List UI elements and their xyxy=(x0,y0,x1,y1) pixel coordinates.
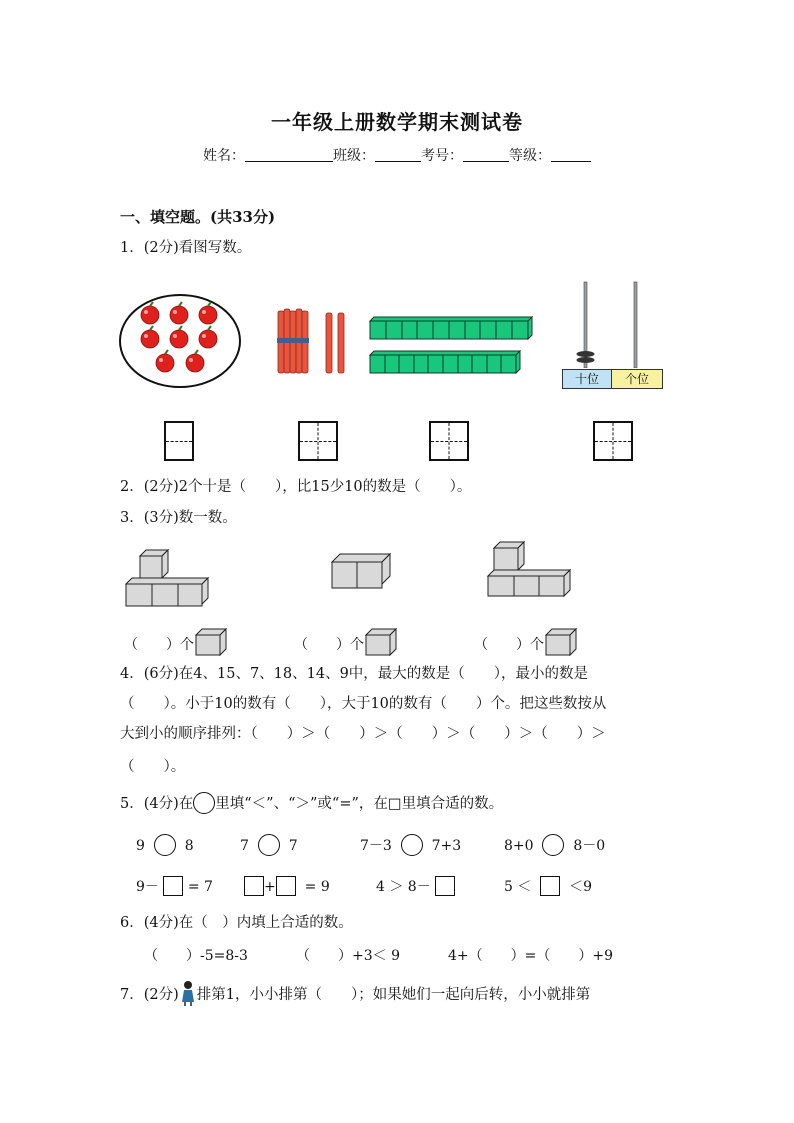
grade-label: 等级： xyxy=(509,148,551,164)
cube-stack-3 xyxy=(482,538,574,600)
cube-icon xyxy=(544,627,578,657)
exam-no-label: 考号： xyxy=(421,148,463,164)
question-2: 2．(2分)2个十是（ ），比15少10的数是（ ）。 xyxy=(120,479,472,495)
fill-box-3 xyxy=(376,876,455,896)
fill-box-1 xyxy=(136,876,213,896)
cube-icon xyxy=(364,627,398,657)
question-4-line4: （ ）。 xyxy=(120,759,186,775)
fill-square-4[interactable] xyxy=(540,876,560,896)
compare-4-left: 8+0 xyxy=(504,838,534,854)
class-label: 班级： xyxy=(333,148,375,164)
answer-box-sticks[interactable] xyxy=(298,421,338,461)
cube-stack-2 xyxy=(328,548,398,594)
tens-place-label: 十位 xyxy=(562,369,612,389)
compare-1-right: 8 xyxy=(184,838,194,854)
q5-prefix: 5．(4分)在 xyxy=(120,796,194,812)
fill-square-2b[interactable] xyxy=(276,876,296,896)
fill-square-3[interactable] xyxy=(435,876,455,896)
count-answer-1[interactable]: （ ）个 xyxy=(124,637,194,653)
question-7 xyxy=(120,980,590,1006)
question-4-line1: 4．(6分)在4、15、7、18、14、9中，最大的数是（ ），最小的数是 xyxy=(120,666,589,682)
question-3: 3．(3分)数一数。 xyxy=(120,510,237,526)
fill-1-left: 9－ xyxy=(136,879,159,895)
cube-stack-1 xyxy=(118,540,218,610)
abacus-illustration xyxy=(562,278,664,368)
compare-2-left: 7 xyxy=(240,838,249,854)
fill-4-left: 5 ＜ xyxy=(504,879,532,895)
grade-blank[interactable] xyxy=(551,147,591,162)
cube-count-3 xyxy=(474,627,578,657)
fill-box-4 xyxy=(504,876,592,896)
page-title: 一年级上册数学期末测试卷 xyxy=(271,110,523,134)
equation-2[interactable]: （ ）+3＜ 9 xyxy=(296,948,400,964)
compare-circle-1[interactable] xyxy=(154,834,176,856)
q7-text: 排第1，小小排第（ ）；如果她们一起向后转，小小就排第 xyxy=(196,987,591,1003)
student-info-line xyxy=(0,145,794,165)
cube-count-1 xyxy=(124,627,228,657)
fill-2-right: = 9 xyxy=(304,879,330,895)
question-5 xyxy=(120,792,503,814)
cube-count-2 xyxy=(294,627,398,657)
compare-1 xyxy=(136,834,194,856)
section-heading: 一、填空题。(共33分) xyxy=(120,208,276,226)
ones-place-label: 个位 xyxy=(612,369,663,389)
answer-box-rods[interactable] xyxy=(429,421,469,461)
ten-rods-illustration xyxy=(366,314,536,380)
q5-suffix: 里填“＜”、“＞”或“=”，在□里填合适的数。 xyxy=(215,796,504,812)
apples-illustration xyxy=(118,293,242,389)
count-answer-3[interactable]: （ ）个 xyxy=(474,637,544,653)
fill-square-2a[interactable] xyxy=(244,876,264,896)
fill-1-right: = 7 xyxy=(187,879,213,895)
fill-4-right: ＜9 xyxy=(569,879,593,895)
count-answer-2[interactable]: （ ）个 xyxy=(294,637,364,653)
fill-3-left: 4 ＞ 8－ xyxy=(376,879,431,895)
compare-2 xyxy=(240,834,298,856)
compare-4 xyxy=(504,834,605,856)
sticks-illustration xyxy=(272,305,352,377)
compare-3 xyxy=(360,834,461,856)
compare-4-right: 8－0 xyxy=(573,838,606,854)
class-blank[interactable] xyxy=(375,147,421,162)
question-4-line3: 大到小的顺序排列：（ ）＞（ ）＞（ ）＞（ ）＞（ ）＞ xyxy=(120,726,606,742)
answer-box-apples[interactable] xyxy=(164,421,194,461)
cube-icon xyxy=(194,627,228,657)
exam-no-blank[interactable] xyxy=(463,147,509,162)
circle-symbol xyxy=(193,792,215,814)
question-4-line2: （ ）。小于10的数有（ ），大于10的数有（ ）个。把这些数按从 xyxy=(120,696,607,712)
compare-2-right: 7 xyxy=(288,838,298,854)
fill-box-2 xyxy=(244,876,330,896)
answer-box-abacus[interactable] xyxy=(593,421,633,461)
question-1: 1．(2分)看图写数。 xyxy=(120,240,252,256)
compare-circle-3[interactable] xyxy=(401,834,423,856)
girl-icon xyxy=(179,980,197,1006)
name-label: 姓名： xyxy=(203,148,245,164)
compare-3-left: 7－3 xyxy=(360,838,392,854)
fill-square-1[interactable] xyxy=(163,876,183,896)
compare-1-left: 9 xyxy=(136,838,145,854)
compare-3-right: 7+3 xyxy=(431,838,462,854)
question-6: 6．(4分)在（ ）内填上合适的数。 xyxy=(120,915,353,931)
compare-circle-4[interactable] xyxy=(542,834,564,856)
name-blank[interactable] xyxy=(245,147,333,162)
q7-prefix: 7．(2分) xyxy=(120,987,179,1003)
fill-2-op: + xyxy=(264,879,276,895)
equation-1[interactable]: （ ）-5=8-3 xyxy=(144,948,248,964)
compare-circle-2[interactable] xyxy=(258,834,280,856)
equation-3[interactable]: 4+（ ）=（ ）+9 xyxy=(448,948,614,964)
